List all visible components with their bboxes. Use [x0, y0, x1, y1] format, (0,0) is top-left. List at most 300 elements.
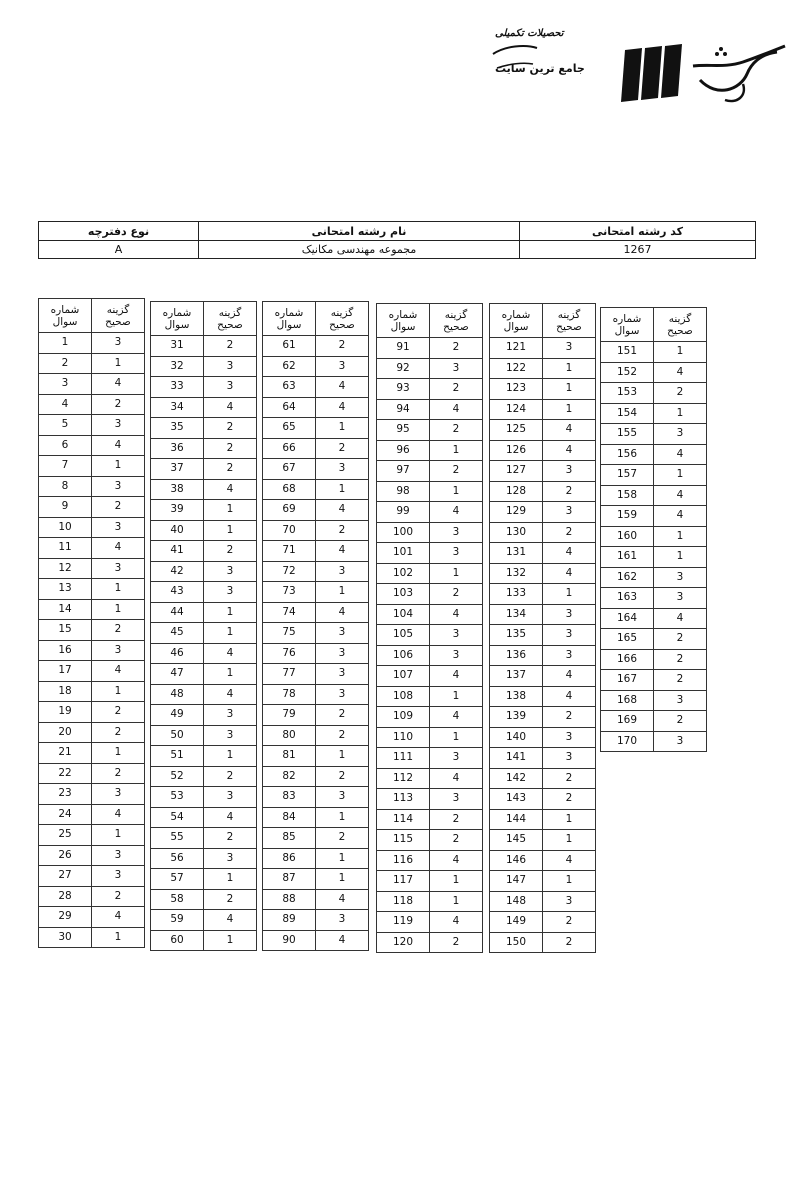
correct-answer: 2	[204, 459, 257, 480]
table-row	[490, 338, 596, 359]
table-row	[39, 517, 145, 538]
correct-answer: 1	[654, 465, 707, 486]
correct-answer: 1	[316, 479, 369, 500]
question-number: 21	[39, 743, 92, 764]
correct-answer: 1	[316, 418, 369, 439]
correct-answer: 1	[204, 602, 257, 623]
table-row	[39, 763, 145, 784]
question-number: 123	[490, 379, 543, 400]
question-number: 16	[39, 640, 92, 661]
correct-answer: 3	[654, 731, 707, 752]
correct-answer: 1	[204, 623, 257, 644]
question-number: 95	[377, 420, 430, 441]
question-number: 140	[490, 727, 543, 748]
question-number: 37	[151, 459, 204, 480]
table-row	[263, 725, 369, 746]
question-number: 131	[490, 543, 543, 564]
table-row	[377, 830, 483, 851]
table-row	[263, 869, 369, 890]
correct-answer: 4	[316, 930, 369, 951]
question-number: 144	[490, 809, 543, 830]
correct-answer: 4	[204, 910, 257, 931]
table-row	[39, 722, 145, 743]
correct-answer-header: گزینه صحیح	[430, 304, 483, 338]
question-number: 116	[377, 850, 430, 871]
correct-answer-header: گزینه صحیح	[543, 304, 596, 338]
table-row	[39, 907, 145, 928]
question-number: 151	[601, 342, 654, 363]
table-row	[263, 787, 369, 808]
table-row	[39, 333, 145, 354]
table-row	[490, 481, 596, 502]
table-row	[263, 848, 369, 869]
correct-answer: 4	[316, 377, 369, 398]
correct-answer: 3	[92, 558, 145, 579]
table-row	[151, 807, 257, 828]
question-number: 60	[151, 930, 204, 951]
correct-answer: 2	[92, 620, 145, 641]
correct-answer: 3	[204, 582, 257, 603]
question-number: 30	[39, 927, 92, 948]
answer-key-table	[150, 301, 257, 951]
table-row	[490, 686, 596, 707]
correct-answer: 2	[316, 766, 369, 787]
correct-answer: 1	[316, 807, 369, 828]
correct-answer: 4	[543, 666, 596, 687]
question-number: 91	[377, 338, 430, 359]
question-number: 50	[151, 725, 204, 746]
table-row	[601, 465, 707, 486]
correct-answer: 3	[204, 725, 257, 746]
correct-answer: 2	[204, 828, 257, 849]
table-row	[490, 891, 596, 912]
table-row	[263, 705, 369, 726]
question-number: 127	[490, 461, 543, 482]
question-number: 103	[377, 584, 430, 605]
correct-answer: 3	[654, 424, 707, 445]
question-number: 88	[263, 889, 316, 910]
correct-answer: 1	[654, 342, 707, 363]
correct-answer: 2	[543, 932, 596, 953]
table-row	[490, 666, 596, 687]
question-number: 35	[151, 418, 204, 439]
table-row	[39, 825, 145, 846]
correct-answer: 1	[316, 848, 369, 869]
correct-answer: 1	[204, 930, 257, 951]
table-row	[377, 912, 483, 933]
table-row	[490, 584, 596, 605]
table-row	[39, 886, 145, 907]
table-row	[151, 889, 257, 910]
correct-answer: 1	[543, 830, 596, 851]
table-row	[151, 828, 257, 849]
correct-answer: 4	[654, 608, 707, 629]
correct-answer-header: گزینه صحیح	[204, 302, 257, 336]
table-row	[263, 889, 369, 910]
correct-answer: 3	[204, 561, 257, 582]
question-number: 115	[377, 830, 430, 851]
table-row	[151, 869, 257, 890]
correct-answer: 4	[543, 563, 596, 584]
question-number: 136	[490, 645, 543, 666]
table-row	[490, 768, 596, 789]
question-number: 124	[490, 399, 543, 420]
correct-answer: 3	[316, 356, 369, 377]
question-number: 163	[601, 588, 654, 609]
table-row	[601, 731, 707, 752]
correct-answer: 4	[204, 684, 257, 705]
correct-answer: 1	[430, 563, 483, 584]
table-row	[601, 383, 707, 404]
correct-answer: 2	[543, 522, 596, 543]
question-number: 165	[601, 629, 654, 650]
question-number-header: شماره سوال	[151, 302, 204, 336]
table-row	[490, 809, 596, 830]
correct-answer: 4	[543, 440, 596, 461]
question-number: 25	[39, 825, 92, 846]
correct-answer: 4	[654, 362, 707, 383]
question-number: 141	[490, 748, 543, 769]
question-number: 150	[490, 932, 543, 953]
correct-answer: 1	[316, 869, 369, 890]
question-number: 14	[39, 599, 92, 620]
question-number: 75	[263, 623, 316, 644]
table-row	[263, 438, 369, 459]
correct-answer: 2	[316, 705, 369, 726]
question-number: 20	[39, 722, 92, 743]
question-number: 3	[39, 374, 92, 395]
table-row	[39, 415, 145, 436]
question-number: 106	[377, 645, 430, 666]
question-number: 27	[39, 866, 92, 887]
table-row	[377, 440, 483, 461]
table-row	[377, 789, 483, 810]
table-row	[39, 927, 145, 948]
correct-answer: 3	[316, 561, 369, 582]
correct-answer: 2	[654, 711, 707, 732]
correct-answer: 3	[654, 567, 707, 588]
correct-answer: 2	[543, 707, 596, 728]
table-row	[490, 645, 596, 666]
question-number: 73	[263, 582, 316, 603]
correct-answer: 2	[430, 830, 483, 851]
correct-answer: 4	[316, 500, 369, 521]
correct-answer: 3	[92, 866, 145, 887]
question-number: 5	[39, 415, 92, 436]
table-row	[263, 746, 369, 767]
question-number: 105	[377, 625, 430, 646]
table-row	[151, 725, 257, 746]
table-row	[151, 582, 257, 603]
booklet-type-value: A	[39, 241, 199, 259]
correct-answer: 1	[92, 599, 145, 620]
correct-answer: 3	[316, 910, 369, 931]
correct-answer: 3	[92, 845, 145, 866]
question-number: 137	[490, 666, 543, 687]
question-number: 77	[263, 664, 316, 685]
question-number: 154	[601, 403, 654, 424]
question-number: 157	[601, 465, 654, 486]
question-number: 169	[601, 711, 654, 732]
table-row	[263, 397, 369, 418]
correct-answer: 1	[543, 399, 596, 420]
correct-answer: 2	[92, 702, 145, 723]
question-number: 170	[601, 731, 654, 752]
table-row	[601, 424, 707, 445]
table-row	[490, 379, 596, 400]
correct-answer: 3	[543, 338, 596, 359]
answer-key-header-row	[263, 302, 369, 336]
table-row	[490, 563, 596, 584]
question-number: 72	[263, 561, 316, 582]
table-row	[490, 604, 596, 625]
question-number: 17	[39, 661, 92, 682]
table-row	[601, 362, 707, 383]
correct-answer: 4	[204, 479, 257, 500]
table-row	[490, 461, 596, 482]
table-row	[490, 399, 596, 420]
correct-answer: 4	[430, 399, 483, 420]
question-number: 129	[490, 502, 543, 523]
correct-answer: 4	[430, 768, 483, 789]
question-number: 98	[377, 481, 430, 502]
correct-answer: 2	[204, 438, 257, 459]
correct-answer: 4	[654, 506, 707, 527]
question-number: 108	[377, 686, 430, 707]
question-number: 13	[39, 579, 92, 600]
table-row	[151, 766, 257, 787]
correct-answer: 3	[543, 727, 596, 748]
question-number: 142	[490, 768, 543, 789]
correct-answer: 4	[316, 541, 369, 562]
table-row	[263, 623, 369, 644]
question-number: 145	[490, 830, 543, 851]
question-number: 6	[39, 435, 92, 456]
question-number: 159	[601, 506, 654, 527]
question-number: 146	[490, 850, 543, 871]
correct-answer: 2	[92, 763, 145, 784]
correct-answer: 3	[204, 848, 257, 869]
table-row	[151, 561, 257, 582]
correct-answer: 1	[204, 520, 257, 541]
correct-answer: 3	[543, 748, 596, 769]
correct-answer: 1	[543, 809, 596, 830]
table-row	[39, 702, 145, 723]
correct-answer: 1	[316, 746, 369, 767]
question-number: 96	[377, 440, 430, 461]
table-row	[263, 541, 369, 562]
question-number: 12	[39, 558, 92, 579]
correct-answer: 1	[430, 481, 483, 502]
correct-answer: 2	[316, 725, 369, 746]
correct-answer: 3	[316, 787, 369, 808]
question-number: 38	[151, 479, 204, 500]
table-row	[377, 481, 483, 502]
correct-answer: 3	[543, 645, 596, 666]
correct-answer: 3	[430, 358, 483, 379]
table-row	[151, 623, 257, 644]
table-row	[601, 444, 707, 465]
table-row	[263, 459, 369, 480]
table-row	[490, 502, 596, 523]
correct-answer: 2	[204, 418, 257, 439]
table-row	[601, 711, 707, 732]
question-number: 93	[377, 379, 430, 400]
answer-key-table	[38, 298, 145, 948]
table-row	[377, 338, 483, 359]
table-row	[377, 584, 483, 605]
table-row	[39, 743, 145, 764]
correct-answer: 4	[204, 397, 257, 418]
table-row	[263, 643, 369, 664]
table-row	[490, 871, 596, 892]
question-number: 42	[151, 561, 204, 582]
question-number: 130	[490, 522, 543, 543]
correct-answer: 1	[430, 871, 483, 892]
correct-answer: 2	[316, 520, 369, 541]
correct-answer: 3	[543, 625, 596, 646]
question-number: 161	[601, 547, 654, 568]
question-number: 59	[151, 910, 204, 931]
question-number: 87	[263, 869, 316, 890]
correct-answer: 4	[430, 850, 483, 871]
table-row	[377, 420, 483, 441]
question-number: 119	[377, 912, 430, 933]
correct-answer: 3	[92, 476, 145, 497]
exam-info-value-row	[39, 241, 756, 259]
exam-info-header-row	[39, 222, 756, 241]
correct-answer: 2	[430, 379, 483, 400]
table-row	[601, 485, 707, 506]
question-number: 19	[39, 702, 92, 723]
question-number: 64	[263, 397, 316, 418]
correct-answer: 3	[92, 640, 145, 661]
correct-answer: 3	[430, 522, 483, 543]
question-number: 147	[490, 871, 543, 892]
table-row	[263, 377, 369, 398]
table-row	[601, 649, 707, 670]
correct-answer: 1	[543, 871, 596, 892]
correct-answer: 2	[543, 481, 596, 502]
question-number: 126	[490, 440, 543, 461]
table-row	[377, 604, 483, 625]
table-row	[377, 358, 483, 379]
table-row	[39, 497, 145, 518]
correct-answer: 2	[430, 932, 483, 953]
table-row	[377, 645, 483, 666]
table-row	[151, 438, 257, 459]
table-row	[601, 629, 707, 650]
correct-answer: 3	[654, 588, 707, 609]
table-row	[39, 620, 145, 641]
correct-answer: 3	[430, 748, 483, 769]
correct-answer: 3	[543, 502, 596, 523]
correct-answer: 2	[316, 828, 369, 849]
answer-key-header-row	[39, 299, 145, 333]
table-row	[601, 547, 707, 568]
table-row	[601, 526, 707, 547]
correct-answer: 4	[543, 543, 596, 564]
correct-answer: 1	[92, 579, 145, 600]
question-number: 22	[39, 763, 92, 784]
table-row	[377, 809, 483, 830]
question-number-header: شماره سوال	[490, 304, 543, 338]
table-row	[377, 871, 483, 892]
question-number: 58	[151, 889, 204, 910]
question-number: 90	[263, 930, 316, 951]
table-row	[601, 670, 707, 691]
correct-answer: 1	[92, 456, 145, 477]
table-row	[490, 830, 596, 851]
correct-answer: 3	[92, 517, 145, 538]
correct-answer: 3	[316, 664, 369, 685]
question-number: 117	[377, 871, 430, 892]
question-number: 166	[601, 649, 654, 670]
question-number: 28	[39, 886, 92, 907]
correct-answer: 4	[654, 444, 707, 465]
correct-answer: 2	[316, 438, 369, 459]
table-row	[151, 541, 257, 562]
question-number: 31	[151, 336, 204, 357]
question-number: 47	[151, 664, 204, 685]
correct-answer: 2	[204, 336, 257, 357]
correct-answer: 2	[204, 541, 257, 562]
correct-answer: 4	[92, 661, 145, 682]
table-row	[377, 399, 483, 420]
table-row	[151, 377, 257, 398]
correct-answer: 4	[430, 666, 483, 687]
table-row	[601, 690, 707, 711]
question-number: 70	[263, 520, 316, 541]
question-number: 114	[377, 809, 430, 830]
correct-answer: 4	[430, 707, 483, 728]
correct-answer: 2	[543, 768, 596, 789]
question-number: 82	[263, 766, 316, 787]
table-row	[601, 403, 707, 424]
table-row	[39, 845, 145, 866]
table-row	[377, 686, 483, 707]
correct-answer: 1	[204, 664, 257, 685]
table-row	[39, 681, 145, 702]
table-row	[39, 784, 145, 805]
question-number: 84	[263, 807, 316, 828]
correct-answer: 3	[204, 787, 257, 808]
question-number: 33	[151, 377, 204, 398]
table-row	[377, 850, 483, 871]
question-number: 168	[601, 690, 654, 711]
question-number: 109	[377, 707, 430, 728]
correct-answer: 4	[430, 502, 483, 523]
question-number: 81	[263, 746, 316, 767]
correct-answer: 3	[92, 784, 145, 805]
table-row	[263, 500, 369, 521]
table-row	[39, 476, 145, 497]
correct-answer: 3	[92, 415, 145, 436]
correct-answer: 3	[654, 690, 707, 711]
correct-answer: 3	[543, 461, 596, 482]
correct-answer: 4	[543, 420, 596, 441]
question-number: 149	[490, 912, 543, 933]
question-number: 53	[151, 787, 204, 808]
table-row	[151, 684, 257, 705]
question-number: 65	[263, 418, 316, 439]
table-row	[263, 930, 369, 951]
table-row	[151, 500, 257, 521]
correct-answer: 1	[654, 403, 707, 424]
question-number: 125	[490, 420, 543, 441]
correct-answer: 1	[92, 353, 145, 374]
correct-answer: 2	[430, 420, 483, 441]
